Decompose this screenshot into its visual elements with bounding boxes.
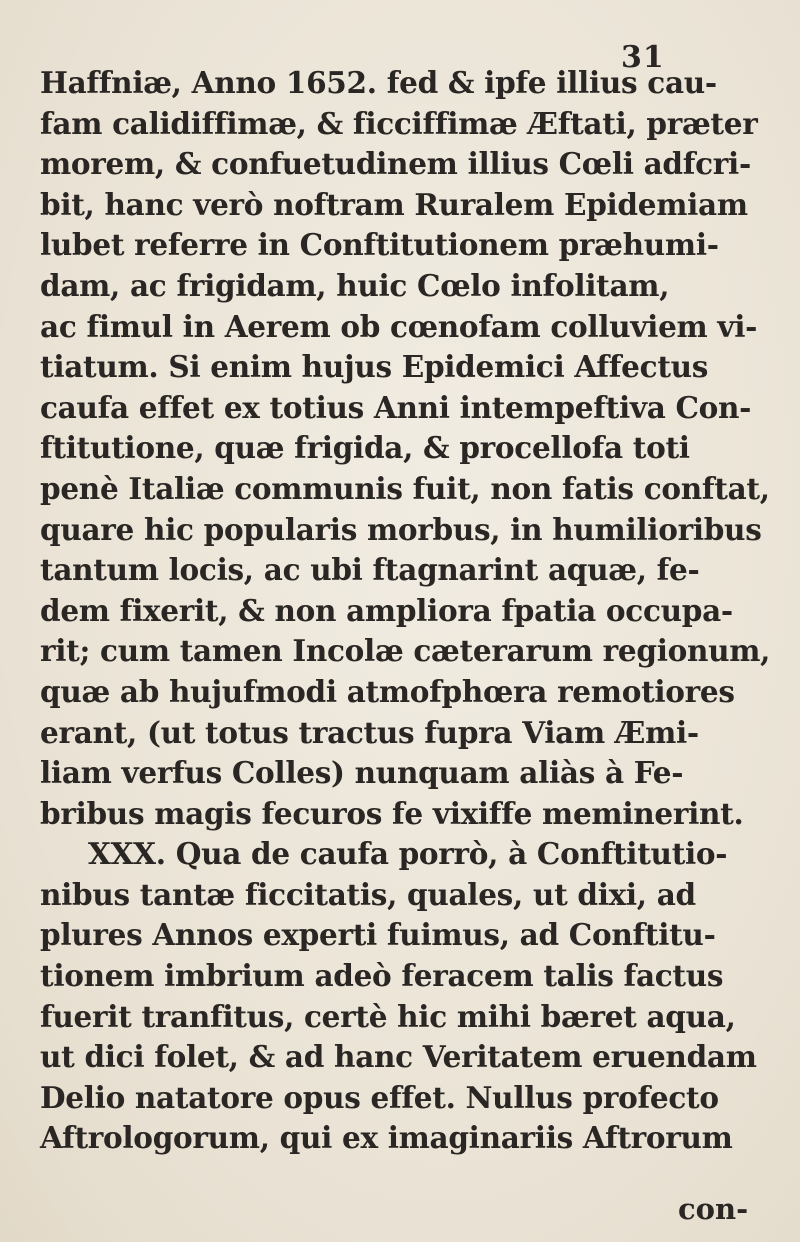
text-line: erant, (ut totus tractus fupra Viam Æmi- [40, 714, 699, 750]
text-line: bit, hanc verò noftram Ruralem Epidemiam [40, 186, 748, 222]
text-line: ftitutione, quæ frigida, & procellofa toti [40, 430, 690, 466]
text-line: fuerit tranfitus, certè hic mihi bæret aqua, [40, 998, 736, 1034]
text-line: tantum locis, ac ubi ftagnarint aquæ, fe- [40, 552, 700, 588]
text-line: penè Italiæ communis fuit, non fatis conftat, [40, 470, 770, 506]
page-number: 31 [621, 40, 665, 75]
text-line: morem, & confuetudinem illius Cœli adfcri- [40, 146, 751, 182]
text-line: dem fixerit, & non ampliora fpatia occupa- [40, 592, 733, 628]
text-line: bribus magis fecuros fe vixiffe meminerint. [40, 795, 744, 831]
text-line: nibus tantæ ficcitatis, quales, ut dixi, ad [40, 876, 696, 912]
text-line: tionem imbrium adeò feracem talis factus [40, 958, 724, 994]
text-line: plures Annos experti fuimus, ad Conftitu- [40, 917, 716, 953]
body-text [40, 63, 780, 1159]
section-start-line: XXX. Qua de caufa porrò, à Conftitutio- [88, 836, 728, 872]
text-line: dam, ac frigidam, huic Cœlo infolitam, [40, 267, 670, 303]
text-line: Delio natatore opus effet. Nullus profecto [40, 1079, 719, 1115]
text-line: quæ ab hujufmodi atmofphœra remotiores [40, 673, 735, 709]
text-line: lubet referre in Conftitutionem præhumi- [40, 227, 719, 263]
text-line: Haffniæ, Anno 1652. fed & ipfe illius cau- [40, 65, 717, 100]
catchword: con- [678, 1192, 749, 1226]
text-line: caufa effet ex totius Anni intempeftiva Con- [40, 389, 752, 425]
text-line: liam verfus Colles) nunquam aliàs à Fe- [40, 755, 684, 791]
text-line: ac fimul in Aerem ob cœnofam colluviem vi- [40, 308, 758, 344]
text-line: ut dici folet, & ad hanc Veritatem eruendam [40, 1039, 757, 1075]
text-line: quare hic popularis morbus, in humilioribus [40, 511, 762, 547]
text-line: rit; cum tamen Incolæ cæterarum regionum, [40, 633, 771, 669]
text-line: tiatum. Si enim hujus Epidemici Affectus [40, 349, 709, 385]
text-line: fam calidiffimæ, & ficciffimæ Æftati, præter [40, 105, 758, 141]
text-line: Aftrologorum, qui ex imaginariis Aftrorum [40, 1120, 733, 1156]
